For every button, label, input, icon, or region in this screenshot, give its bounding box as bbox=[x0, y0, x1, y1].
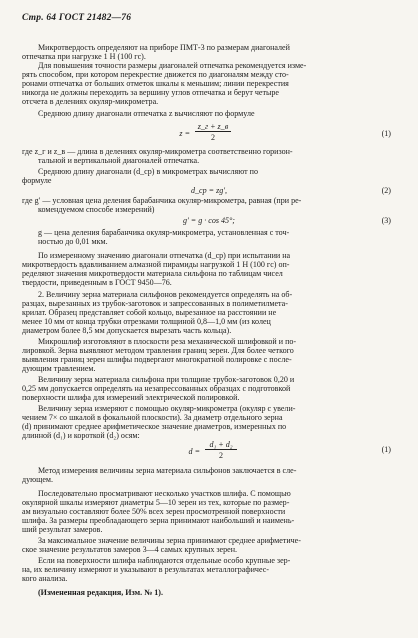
text-line: длинной (d₁) и короткой (d₂) осям: bbox=[22, 431, 140, 440]
text-line: За максимальное значение величины зерна принимают среднее арифметиче- bbox=[38, 536, 301, 545]
text-line: дующем. bbox=[22, 475, 54, 484]
text-line: комендуемом способе измерений) bbox=[38, 205, 155, 214]
text-line: чением 7× со шкалой в фокальной плоскости). За диаметр отдельного зерна bbox=[22, 413, 283, 422]
text-line: Микротвердость определяют на приборе ПМТ-3 по размерам диагоналей bbox=[38, 43, 290, 52]
formula-4-number: (1) bbox=[381, 445, 391, 454]
text-line: Величину зерна измеряют с помощью окуляр-микрометра (окуляр с увели- bbox=[38, 404, 296, 413]
text-line: формуле bbox=[22, 176, 52, 185]
fraction-bar bbox=[195, 131, 231, 132]
text-line: никогда не должны переходить за вершину углов отпечатка и берут четыре bbox=[22, 88, 280, 97]
text-line: поверхности шлифа для измерений электрической полировкой. bbox=[22, 393, 240, 402]
text-line: диаметром более 8,5 мм допускается вырезать часть кольца). bbox=[22, 326, 232, 335]
text-line: ределяют значения микротвердости материала сильфона по таблицам чисел bbox=[22, 269, 283, 278]
formula-1-denominator: 2 bbox=[210, 133, 216, 142]
text-line: лировкой. Зерна выявляют методом травления границ зерен. Для более четкого bbox=[22, 346, 294, 355]
text-line: ронами отпечатка от больших отметок шкалы к меньшим; линии перекрестия bbox=[22, 79, 289, 88]
text-line: менее 10 мм от конца трубки отрезками толщиной 0,8—1,0 мм (из колец bbox=[22, 317, 271, 326]
fraction-bar bbox=[205, 449, 237, 450]
text-line: шлифа. За размеры преобладающего зерна принимают наибольший и наимень- bbox=[22, 516, 295, 525]
text-line: Среднюю длину диагонали (d_ср) в микрометрах вычисляют по bbox=[38, 167, 258, 176]
text-line: ностью до 0,01 мкм. bbox=[38, 237, 108, 246]
formula-2: d_ср = zg′, bbox=[190, 186, 228, 195]
formula-4-denominator: 2 bbox=[218, 451, 224, 460]
formula-4-lhs: d = bbox=[188, 447, 200, 456]
text-line: где z_г и z_в — длина в делениях окуляр-микрометра соответственно горизон- bbox=[22, 147, 293, 156]
formula-1-number: (1) bbox=[381, 129, 391, 138]
text-line: твердости, приведенным в ГОСТ 9450—76. bbox=[22, 278, 172, 287]
text-line: Микрошлиф изготовляют в плоскости реза механической шлифовкой и по- bbox=[38, 337, 297, 346]
text-line: отпечатка при нагрузке 1 Н (100 гс). bbox=[22, 52, 146, 61]
text-line: Величину зерна материала сильфона при толщине трубок-заготовок 0,20 и bbox=[38, 375, 295, 384]
formula-4-numerator: d₁ + d₂ bbox=[209, 440, 233, 449]
formula-1-numerator: z_г + z_в bbox=[197, 122, 229, 131]
formula-1-lhs: z = bbox=[179, 129, 190, 138]
text-line: По измеренному значению диагонали отпечатка (d_ср) при испытании на bbox=[38, 251, 291, 260]
text-line: Последовательно просматривают несколько участков шлифа. С помощью bbox=[38, 489, 291, 498]
text-line: отсчета в делениях окуляр-микрометра. bbox=[22, 97, 159, 106]
formula-3: g′ = g · cos 45°; bbox=[183, 216, 235, 225]
text-line: тальной и вертикальной диагоналей отпечатка. bbox=[38, 156, 200, 165]
text-line: микротвердость вдавливанием алмазной пирамиды нагрузкой 1 Н (100 гс) оп- bbox=[22, 260, 290, 269]
text-line: ам визуально составляют более 50% всех зерен просмотренной поверхности bbox=[22, 507, 286, 516]
text-line: на, их величину измеряют и указывают в результатах металлографичес- bbox=[22, 565, 269, 574]
text-line: крилат. Образец представляет собой кольцо, вырезанное на расстоянии не bbox=[22, 308, 277, 317]
page-header: Стр. 64 ГОСТ 21482—76 bbox=[22, 13, 132, 23]
formula-3-number: (3) bbox=[381, 216, 391, 225]
text-line: g — цена деления барабанчика окуляр-микрометра, установленная с точ- bbox=[38, 228, 290, 237]
text-line: Если на поверхности шлифа наблюдаются отдельные особо крупные зер- bbox=[38, 556, 291, 565]
text-line: Метод измерения величины зерна материала сильфонов заключается в сле- bbox=[38, 466, 297, 475]
text-line: где g′ — условная цена деления барабанчика окуляр-микрометра, равная (при ре- bbox=[22, 196, 302, 205]
text-line: разцах, вырезанных из трубок-заготовок и запрессованных в полиметилмета- bbox=[22, 299, 288, 308]
text-line: рять способом, при котором перекрестие движется по диагоналям между сто- bbox=[22, 70, 289, 79]
text-line: выявления границ зерен шлифы подвергают многократной полировке с после- bbox=[22, 355, 292, 364]
text-line: (d) принимают среднее арифметическое значение диаметров, измеренных по bbox=[22, 422, 287, 431]
text-line: дующим травлением. bbox=[22, 364, 96, 373]
text-line: окулярной шкалы измеряют диаметры 5—10 зерен из тех, которые по размер- bbox=[22, 498, 290, 507]
formula-2-number: (2) bbox=[381, 186, 391, 195]
text-line: ший результат замеров. bbox=[22, 525, 103, 534]
text-line: Для повышения точности размеры диагоналей отпечатка рекомендуется изме- bbox=[38, 61, 307, 70]
text-line: 2. Величину зерна материала сильфонов рекомендуется определять на об- bbox=[38, 290, 293, 299]
amendment-note: (Измененная редакция, Изм. № 1). bbox=[38, 588, 163, 597]
text-line: кого анализа. bbox=[22, 574, 68, 583]
text-line: ское значение результатов замеров 3—4 самых крупных зерен. bbox=[22, 545, 238, 554]
text-line: Среднюю длину диагонали отпечатка z вычисляют по формуле bbox=[38, 109, 255, 118]
text-line: 0,25 мм допускается определять на незапрессованных образцах с подготовкой bbox=[22, 384, 291, 393]
